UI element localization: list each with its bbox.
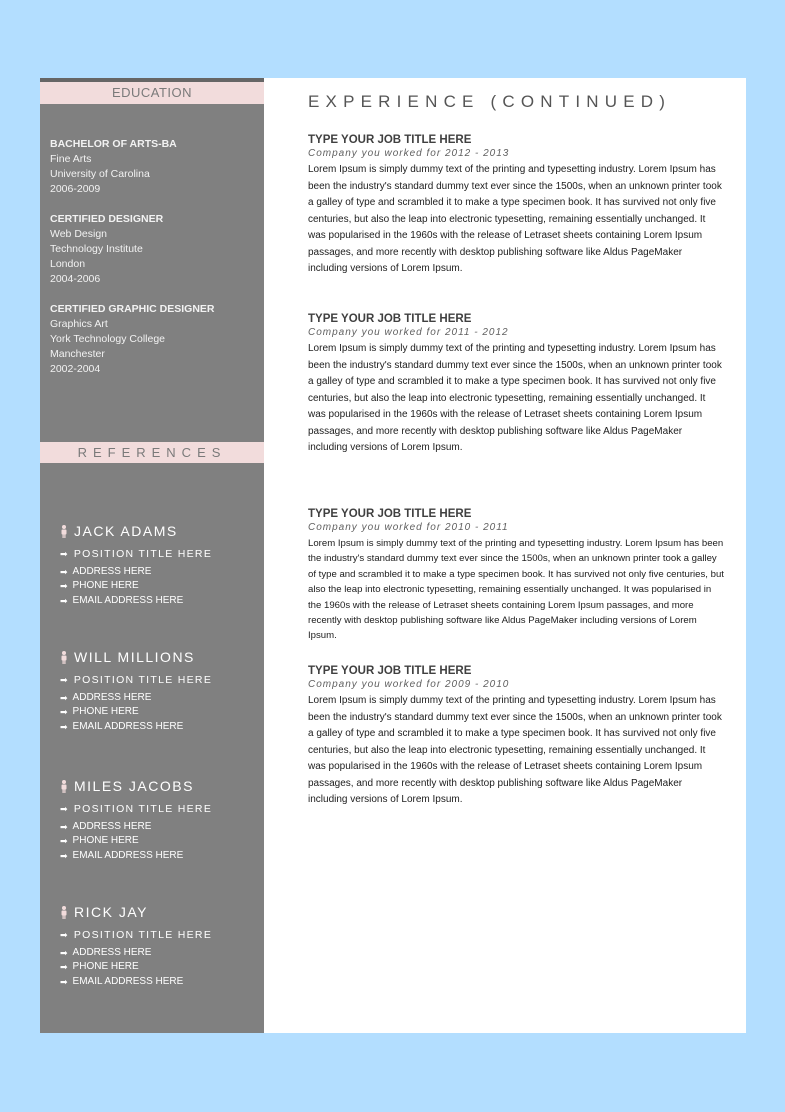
reference-name: WILL MILLIONS: [74, 649, 195, 665]
reference-name-row: [60, 522, 260, 540]
reference-address: ADDRESS HERE: [72, 820, 152, 832]
arrow-right-icon: ➡: [60, 675, 69, 685]
job-company: Company you worked for 2010 - 2011: [308, 522, 509, 533]
reference-position: POSITION TITLE HERE: [73, 548, 213, 560]
reference-phone-row: [60, 579, 260, 594]
reference-address-row: [60, 946, 260, 961]
education-school: Technology Institute: [50, 243, 143, 255]
reference-address: ADDRESS HERE: [72, 691, 152, 703]
education-years: 2006-2009: [50, 183, 101, 195]
education-years: 2004-2006: [50, 273, 101, 285]
job-description: Lorem Ipsum is simply dummy text of the printing and typesetting industry. Lorem Ipsum has been the industry's standard dummy text ever since the 1500s, when an unknown printer took a galley of type and scrambled it to make a type specimen book. It has survived not only five centuries, but also the leap into electronic typesetting, remaining essentially unchanged. It was popularised in the 1960s with the release of Letraset sheets containing Lorem Ipsum passages, and more recently with desktop publishing software like Aldus PageMaker including versions of Lorem Ipsum.: [308, 695, 722, 805]
job-entry: [308, 664, 724, 809]
job-entry: [308, 133, 724, 278]
reference-position: POSITION TITLE HERE: [73, 674, 213, 686]
education-degree: BACHELOR OF ARTS-BA: [50, 138, 177, 150]
job-entry: [308, 312, 724, 457]
arrow-right-icon: ➡: [60, 976, 68, 987]
sidebar: [40, 78, 264, 1033]
arrow-right-icon: ➡: [60, 821, 68, 832]
job-description: Lorem Ipsum is simply dummy text of the printing and typesetting industry. Lorem Ipsum has been the industry's standard dummy text ever since the 1500s, when an unknown printer took a galley of type and scrambled it to make a type specimen book. It has survived not only five centuries, but also the leap into electronic typesetting, remaining essentially unchanged. It was popularised in the 1960s with the release of Letraset sheets containing Lorem Ipsum passages, and more recently with desktop publishing software like Aldus PageMaker including versions of Lorem Ipsum.: [308, 164, 722, 274]
reference-name: MILES JACOBS: [74, 778, 194, 794]
reference-name-row: [60, 903, 260, 921]
reference-address: ADDRESS HERE: [72, 946, 152, 958]
person-icon: [60, 651, 68, 664]
arrow-right-icon: ➡: [60, 721, 68, 732]
arrow-right-icon: ➡: [60, 804, 69, 814]
reference-address-row: [60, 565, 260, 580]
reference-position-row: [60, 673, 260, 688]
references-heading: REFERENCES: [40, 442, 264, 463]
arrow-right-icon: ➡: [60, 692, 68, 703]
arrow-right-icon: ➡: [60, 549, 69, 559]
arrow-right-icon: ➡: [60, 707, 68, 717]
education-city: London: [50, 258, 86, 270]
reference-phone-row: [60, 960, 260, 975]
education-years: 2002-2004: [50, 363, 101, 375]
reference-email: EMAIL ADDRESS HERE: [72, 849, 184, 861]
education-degree: CERTIFIED GRAPHIC DESIGNER: [50, 303, 215, 315]
arrow-right-icon: ➡: [60, 836, 68, 846]
reference-email: EMAIL ADDRESS HERE: [72, 594, 184, 606]
experience-heading: EXPERIENCE (CONTINUED): [308, 92, 672, 111]
reference-position-row: [60, 802, 260, 817]
reference-phone: PHONE HERE: [72, 706, 139, 717]
education-field: Fine Arts: [50, 153, 92, 165]
arrow-right-icon: ➡: [60, 581, 68, 591]
arrow-right-icon: ➡: [60, 947, 68, 958]
person-icon: [60, 525, 68, 538]
reference-email: EMAIL ADDRESS HERE: [72, 975, 184, 987]
education-degree: CERTIFIED DESIGNER: [50, 213, 164, 225]
education-field: Web Design: [50, 228, 108, 240]
reference-position: POSITION TITLE HERE: [73, 803, 213, 815]
education-school: York Technology College: [50, 333, 165, 345]
reference-entry: [60, 648, 260, 734]
education-entry: [50, 212, 260, 287]
reference-entry: [60, 522, 260, 608]
job-description: Lorem Ipsum is simply dummy text of the printing and typesetting industry. Lorem Ipsum has been the industry's standard dummy text ever since the 1500s, when an unknown printer took a galley of type and scrambled it to make a type specimen book. It has survived not only five centuries, but also the leap into electronic typesetting, remaining essentially unchanged. It was popularised in the 1960s with the release of Letraset sheets containing Lorem Ipsum passages, and more recently with desktop publishing software like Aldus PageMaker including versions of Lorem Ipsum.: [308, 343, 722, 453]
reference-email-row: [60, 594, 260, 609]
education-heading: EDUCATION: [40, 82, 264, 104]
reference-phone-row: [60, 834, 260, 849]
reference-address-row: [60, 820, 260, 835]
arrow-right-icon: ➡: [60, 930, 69, 940]
reference-name-row: [60, 648, 260, 666]
job-title: TYPE YOUR JOB TITLE HERE: [308, 508, 472, 520]
reference-name-row: [60, 777, 260, 795]
reference-name: JACK ADAMS: [74, 523, 178, 539]
reference-entry: [60, 903, 260, 989]
reference-position-row: [60, 547, 260, 562]
reference-address-row: [60, 691, 260, 706]
job-title: TYPE YOUR JOB TITLE HERE: [308, 134, 472, 146]
job-description: Lorem Ipsum is simply dummy text of the printing and typesetting industry. Lorem Ipsum has been the industry's standard dummy text ever since the 1500s, when an unknown printer took a galley of type and scrambled it to make a type specimen book. It has survived not only five centuries, but also the leap into electronic typesetting, remaining essentially unchanged. It was popularised in the 1960s with the release of Letraset sheets containing Lorem Ipsum passages, and more recently with desktop publishing software like Aldus PageMaker including versions of Lorem Ipsum.: [308, 538, 724, 642]
education-list: [50, 137, 260, 392]
education-field: Graphics Art: [50, 318, 108, 330]
reference-email-row: [60, 720, 260, 735]
reference-phone: PHONE HERE: [72, 580, 139, 591]
reference-phone-row: [60, 705, 260, 720]
reference-email: EMAIL ADDRESS HERE: [72, 720, 184, 732]
education-entry: [50, 137, 260, 197]
job-title: TYPE YOUR JOB TITLE HERE: [308, 665, 472, 677]
arrow-right-icon: ➡: [60, 962, 68, 972]
reference-email-row: [60, 975, 260, 990]
job-company: Company you worked for 2009 - 2010: [308, 679, 510, 690]
reference-name: RICK JAY: [74, 904, 148, 920]
reference-phone: PHONE HERE: [72, 961, 139, 972]
resume-page: [40, 78, 746, 1033]
education-entry: [50, 302, 260, 377]
arrow-right-icon: ➡: [60, 566, 68, 577]
reference-position-row: [60, 928, 260, 943]
reference-position: POSITION TITLE HERE: [73, 929, 213, 941]
job-company: Company you worked for 2011 - 2012: [308, 327, 509, 338]
person-icon: [60, 780, 68, 793]
reference-email-row: [60, 849, 260, 864]
job-entry: [308, 507, 724, 644]
arrow-right-icon: ➡: [60, 850, 68, 861]
job-title: TYPE YOUR JOB TITLE HERE: [308, 313, 472, 325]
job-company: Company you worked for 2012 - 2013: [308, 148, 510, 159]
reference-address: ADDRESS HERE: [72, 565, 152, 577]
education-city: Manchester: [50, 348, 105, 360]
person-icon: [60, 906, 68, 919]
reference-phone: PHONE HERE: [72, 835, 139, 846]
arrow-right-icon: ➡: [60, 595, 68, 606]
reference-entry: [60, 777, 260, 863]
education-school: University of Carolina: [50, 168, 150, 180]
